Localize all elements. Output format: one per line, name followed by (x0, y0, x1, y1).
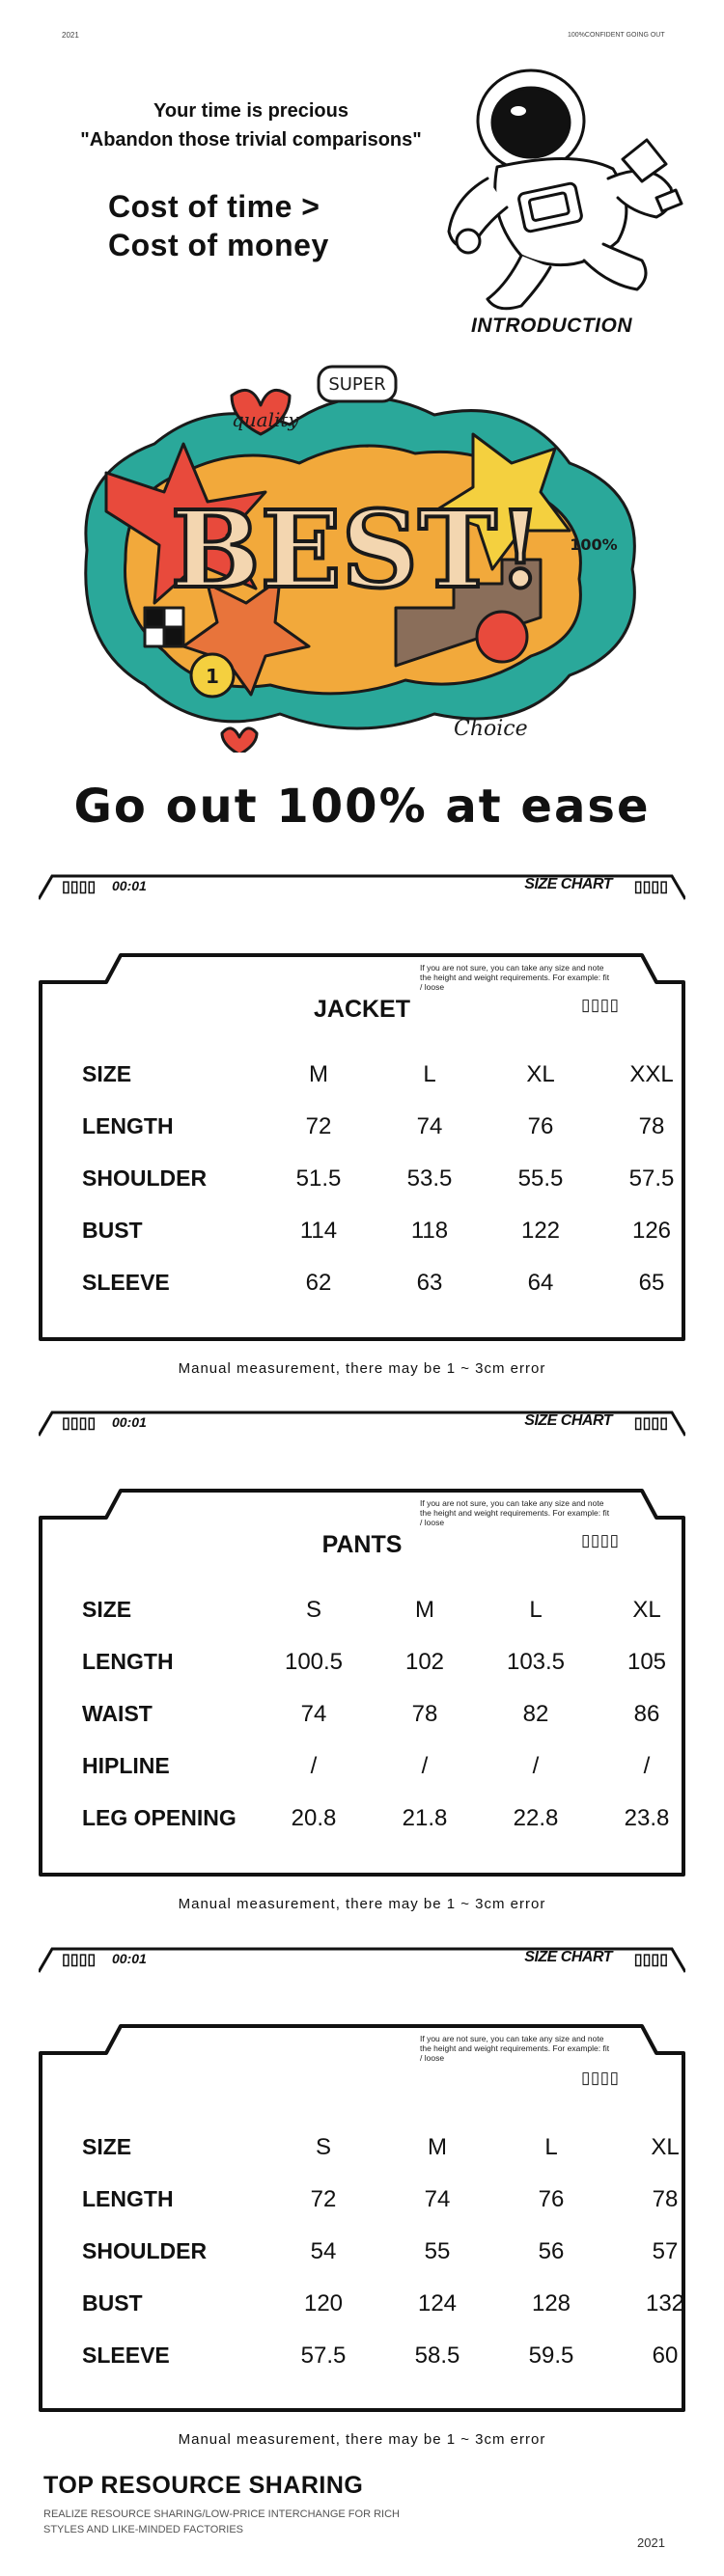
size-col: L (544, 2134, 558, 2160)
table-cell: 72 (310, 2186, 337, 2212)
table-row (82, 1701, 661, 1740)
table-cell: 62 (305, 1270, 332, 1296)
table-cell: 74 (416, 1113, 443, 1139)
table-cell: 114 (299, 1218, 338, 1244)
table-cell: 76 (527, 1113, 554, 1139)
row-label: LENGTH (82, 1649, 174, 1674)
size-chart-banner-1 (39, 870, 685, 905)
table-cell: 126 (631, 1218, 672, 1244)
table-cell: 82 (522, 1701, 549, 1727)
word-quality: quality (232, 408, 299, 431)
best-word: BEST! (170, 487, 544, 612)
table-cell: 20.8 (291, 1805, 337, 1831)
header-tagline: 100%CONFIDENT GOING OUT (568, 32, 665, 39)
table-cell: / (310, 1753, 318, 1779)
banner-marks-left: ▯▯▯▯ (62, 879, 97, 895)
row-label: HIPLINE (82, 1753, 170, 1778)
table-cell: 54 (310, 2238, 337, 2264)
table-cell: 74 (424, 2186, 451, 2212)
size-col: XL (526, 1061, 555, 1087)
card-note: If you are not sure, you can take any size and note the height and weight requirements. For example: fit / loose (420, 2034, 610, 2063)
card-marks: ▯▯▯▯ (581, 2069, 620, 2087)
table-cell: 57 (652, 2238, 679, 2264)
manual-note-1: Manual measurement, there may be 1 ~ 3cm error (178, 1360, 546, 1377)
card-marks: ▯▯▯▯ (581, 1531, 620, 1549)
table-title: JACKET (313, 996, 410, 1023)
table-cell: 122 (520, 1218, 561, 1244)
jacket-size-card (39, 936, 685, 1341)
row-label: SIZE (82, 1597, 132, 1622)
table-cell: 105 (627, 1649, 667, 1675)
banner-marks-right: ▯▯▯▯ (633, 1952, 668, 1968)
row-label: SLEEVE (82, 1270, 170, 1295)
banner-number: 00:01 (112, 878, 147, 893)
banner-marks-right: ▯▯▯▯ (633, 1415, 668, 1432)
table-cell: 51.5 (295, 1165, 342, 1192)
table-cell: 124 (417, 2290, 458, 2316)
table-cell: 78 (411, 1701, 438, 1727)
table-row (82, 1649, 667, 1687)
slogan: Go out 100% at ease (73, 780, 651, 834)
table-cell: 60 (652, 2343, 679, 2369)
table-cell: 74 (300, 1701, 327, 1727)
table-header-row (82, 1597, 661, 1635)
row-label: LEG OPENING (82, 1805, 237, 1830)
size-col: L (529, 1597, 543, 1623)
manual-note-2: Manual measurement, there may be 1 ~ 3cm error (178, 1896, 546, 1912)
table-cell: 78 (638, 1113, 665, 1139)
table-cell: 132 (645, 2290, 685, 2316)
table-cell: 128 (531, 2290, 571, 2316)
size-col: M (309, 1061, 328, 1087)
table-row (82, 1218, 672, 1256)
cost-of-time: Cost of time > (108, 189, 320, 224)
table-row (82, 1753, 661, 1792)
table-cell: 55.5 (517, 1165, 564, 1192)
footer-subtitle: REALIZE RESOURCE SHARING/LOW-PRICE INTERCHANGE FOR RICH STYLES AND LIKE-MINDED FACTORIES (43, 2508, 400, 2535)
card-note: If you are not sure, you can take any size and note the height and weight requirements. For example: fit / loose (420, 1498, 610, 1527)
table-cell: 102 (404, 1649, 445, 1675)
table-row (82, 2238, 679, 2277)
table-cell: 118 (410, 1218, 449, 1244)
astronaut-illustration (430, 53, 695, 318)
size-chart-banner-2 (39, 1407, 685, 1441)
table-row (82, 1113, 665, 1152)
table-row (82, 2186, 679, 2225)
row-label: SIZE (82, 2134, 132, 2159)
table-row (82, 1165, 675, 1204)
footer-title: TOP RESOURCE SHARING (43, 2472, 364, 2499)
best-doodle-illustration (68, 357, 656, 753)
row-label: LENGTH (82, 1113, 174, 1138)
row-label: SLEEVE (82, 2343, 170, 2368)
table-cell: 86 (633, 1701, 660, 1727)
table-cell: 21.8 (402, 1805, 448, 1831)
word-super: SUPER (328, 374, 386, 395)
card-marks: ▯▯▯▯ (581, 996, 620, 1014)
table-row (82, 2343, 679, 2381)
table-cell: 58.5 (414, 2343, 460, 2369)
banner-marks-right: ▯▯▯▯ (633, 879, 668, 895)
table-cell: 64 (527, 1270, 554, 1296)
table-cell: 56 (538, 2238, 565, 2264)
row-label: BUST (82, 1218, 143, 1243)
banner-number: 00:01 (112, 1414, 147, 1430)
intro-line-2: "Abandon those trivial comparisons" (80, 129, 422, 151)
table-cell: / (643, 1753, 651, 1779)
greater-than-icon: > (301, 189, 320, 224)
banner-size-chart-label: SIZE CHART (524, 1949, 612, 1965)
table-cell: 120 (303, 2290, 344, 2316)
table-cell: 22.8 (513, 1805, 559, 1831)
table-cell: 76 (538, 2186, 565, 2212)
top-size-card (39, 2007, 685, 2412)
table-row (82, 1270, 665, 1308)
row-label: BUST (82, 2290, 143, 2316)
table-cell: 57.5 (300, 2343, 347, 2369)
table-row (82, 1805, 670, 1844)
table-cell: 57.5 (628, 1165, 675, 1192)
banner-size-chart-label: SIZE CHART (524, 1412, 612, 1429)
card-note: If you are not sure, you can take any size and note the height and weight requirements. For example: fit / loose (420, 963, 610, 992)
size-col: XL (632, 1597, 661, 1623)
cost-of-money: Cost of money (108, 228, 329, 262)
table-cell: 23.8 (624, 1805, 670, 1831)
size-col: M (415, 1597, 434, 1623)
table-header-row (82, 1061, 674, 1100)
table-cell: 103.5 (506, 1649, 566, 1675)
pants-size-card (39, 1471, 685, 1877)
row-label: SHOULDER (82, 2238, 208, 2263)
size-col: L (423, 1061, 436, 1087)
banner-marks-left: ▯▯▯▯ (62, 1415, 97, 1432)
footer-year: 2021 (637, 2535, 665, 2550)
table-header-row (82, 2134, 680, 2173)
banner-size-chart-label: SIZE CHART (524, 876, 612, 892)
introduction-label: INTRODUCTION (471, 315, 632, 337)
table-row (82, 2290, 685, 2329)
table-cell: / (421, 1753, 429, 1779)
row-label: WAIST (82, 1701, 153, 1726)
table-cell: 65 (638, 1270, 665, 1296)
table-cell: 63 (416, 1270, 443, 1296)
header-year: 2021 (62, 31, 79, 40)
badge-100: 100% (570, 535, 618, 554)
intro-line-1: Your time is precious (153, 100, 348, 122)
table-cell: / (532, 1753, 540, 1779)
banner-number: 00:01 (112, 1951, 147, 1966)
size-col: M (428, 2134, 447, 2160)
table-cell: 78 (652, 2186, 679, 2212)
banner-marks-left: ▯▯▯▯ (62, 1952, 97, 1968)
table-cell: 59.5 (528, 2343, 574, 2369)
size-col: S (315, 2134, 331, 2160)
size-col: XL (651, 2134, 680, 2160)
table-cell: 72 (305, 1113, 332, 1139)
badge-1: 1 (206, 665, 219, 688)
row-label: SHOULDER (82, 1165, 208, 1191)
table-cell: 100.5 (284, 1649, 344, 1675)
row-label: LENGTH (82, 2186, 174, 2211)
size-col: S (305, 1597, 321, 1623)
size-col: XXL (629, 1061, 674, 1087)
table-title: PANTS (321, 1531, 403, 1558)
word-choice: Choice (454, 717, 528, 741)
manual-note-3: Manual measurement, there may be 1 ~ 3cm error (178, 2431, 546, 2448)
table-cell: 53.5 (406, 1165, 453, 1192)
row-label: SIZE (82, 1061, 132, 1086)
table-cell: 55 (424, 2238, 451, 2264)
size-chart-banner-3 (39, 1943, 685, 1978)
